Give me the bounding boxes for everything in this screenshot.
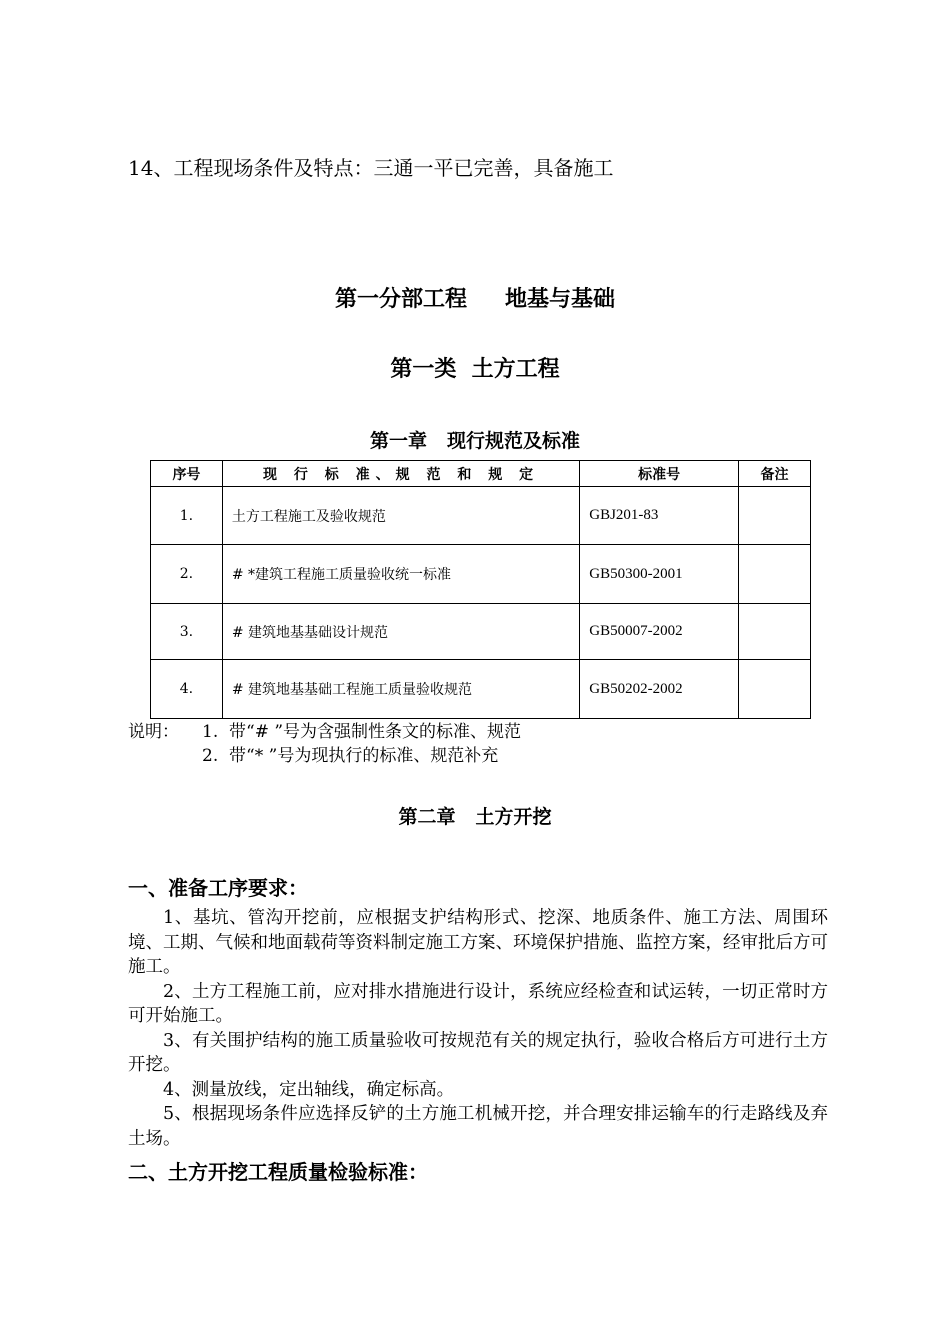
note-item: 1. 带“# ”号为含强制性条文的标准、规范 <box>202 722 522 742</box>
item-14-text: 14、工程现场条件及特点：三通一平已完善，具备施工 <box>128 156 614 180</box>
chapter-2-heading <box>0 802 950 829</box>
row-name: 土方工程施工及验收规范 <box>222 487 579 545</box>
chapter-2-title: 土方开挖 <box>475 806 552 828</box>
part-heading <box>0 282 950 313</box>
row-code: GB50202-2002 <box>580 660 739 719</box>
row-no: 2. <box>151 545 223 604</box>
notes-label: 说明： <box>128 722 179 742</box>
part-heading-right: 地基与基础 <box>505 287 616 312</box>
paragraph: 5、根据现场条件应选择反铲的土方施工机械开挖，并合理安排运输车的行走路线及弃土场。 <box>128 1104 828 1149</box>
row-code: GBJ201-83 <box>580 487 739 545</box>
row-name: # 建筑地基基础工程施工质量验收规范 <box>222 660 579 719</box>
table-row <box>151 545 811 604</box>
row-no: 3. <box>151 604 223 660</box>
chapter-1-title: 现行规范及标准 <box>447 430 581 452</box>
table-header-row <box>151 461 811 487</box>
row-remark <box>739 487 811 545</box>
table-row <box>151 487 811 545</box>
header-remark: 备注 <box>739 461 811 487</box>
standards-table <box>150 460 811 719</box>
paragraph: 2、土方工程施工前，应对排水措施进行设计，系统应经检查和试运转，一切正常时方可开始施工。 <box>128 981 828 1026</box>
table-row <box>151 604 811 660</box>
row-remark <box>739 545 811 604</box>
row-remark <box>739 660 811 719</box>
notes-line-2 <box>202 744 498 768</box>
row-name: # *建筑工程施工质量验收统一标准 <box>222 545 579 604</box>
paragraph: 4、测量放线，定出轴线，确定标高。 <box>163 1079 455 1100</box>
section-1-body <box>128 906 828 1151</box>
chapter-1-number: 第一章 <box>369 430 427 452</box>
row-code: GB50007-2002 <box>580 604 739 660</box>
row-no: 4. <box>151 660 223 719</box>
chapter-1-heading <box>0 426 950 453</box>
section-1-title: 一、准备工序要求： <box>128 876 308 900</box>
header-name: 现 行 标 准、规 范 和 规 定 <box>222 461 579 487</box>
notes-line-1 <box>128 720 521 744</box>
paragraph: 3、有关围护结构的施工质量验收可按规范有关的规定执行，验收合格后方可进行土方开挖。 <box>128 1030 828 1075</box>
row-remark <box>739 604 811 660</box>
row-code: GB50300-2001 <box>580 545 739 604</box>
note-item: 2. 带“* ”号为现执行的标准、规范补充 <box>202 746 499 766</box>
chapter-2-number: 第二章 <box>398 806 456 828</box>
paragraph: 1、基坑、管沟开挖前，应根据支护结构形式、挖深、地质条件、施工方法、周围环境、工期、气候和地面载荷等资料制定施工方案、环境保护措施、监控方案，经审批后方可施工。 <box>128 908 828 977</box>
section-2-title: 二、土方开挖工程质量检验标准： <box>128 1160 428 1184</box>
class-heading: 第一类 土方工程 <box>390 357 560 382</box>
table-row <box>151 660 811 719</box>
part-heading-left: 第一分部工程 <box>334 287 467 312</box>
header-code: 标准号 <box>580 461 739 487</box>
row-name: # 建筑地基基础设计规范 <box>222 604 579 660</box>
header-no: 序号 <box>151 461 223 487</box>
row-no: 1. <box>151 487 223 545</box>
